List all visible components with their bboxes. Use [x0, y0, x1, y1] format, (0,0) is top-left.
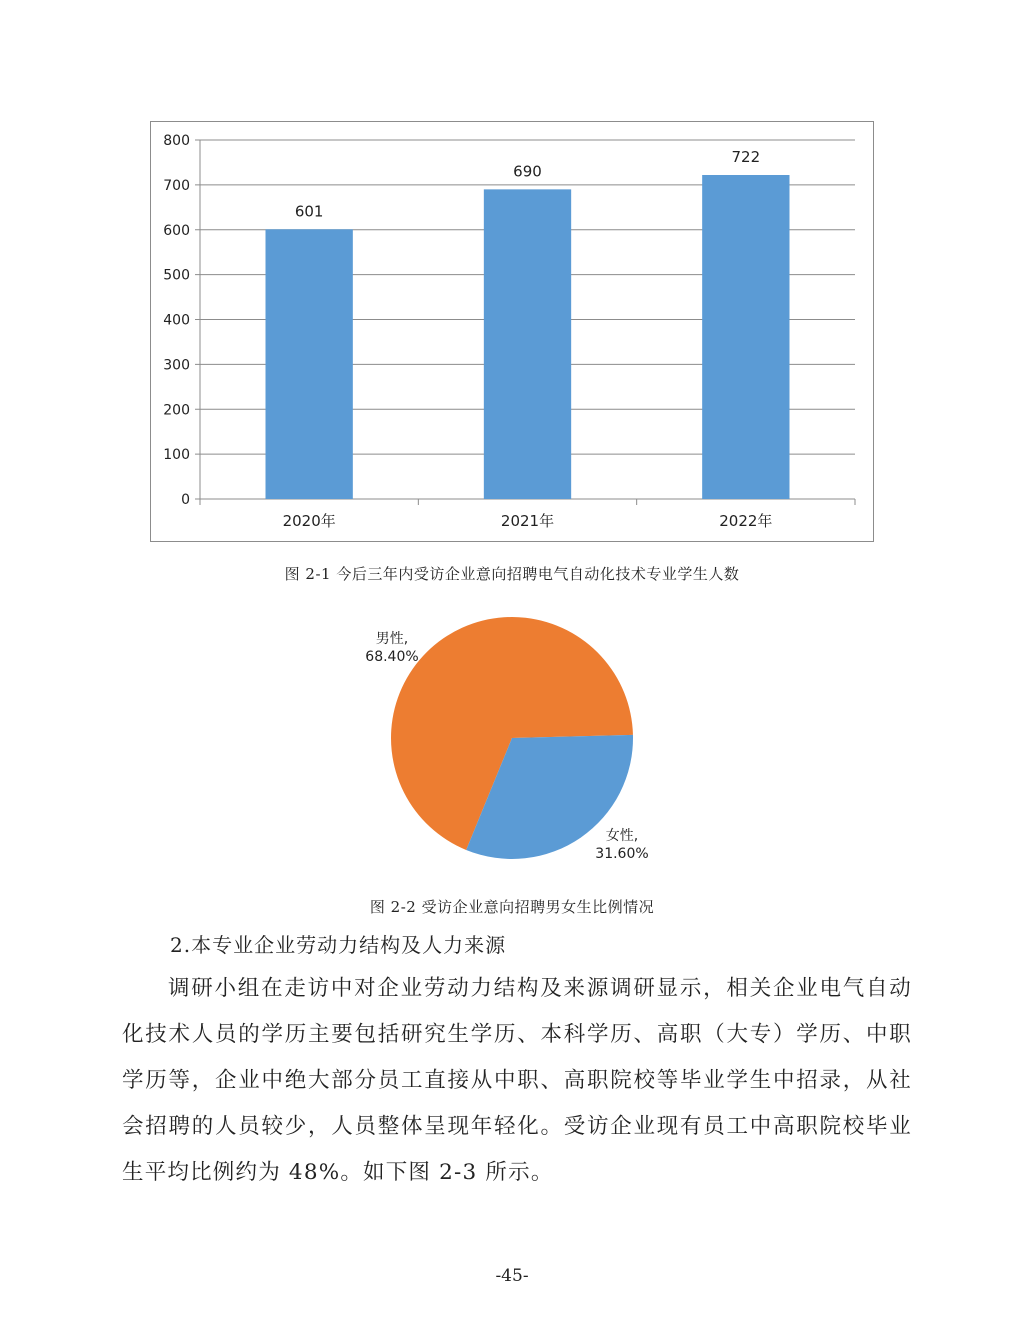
bar-data-label: 722 [731, 148, 761, 167]
body-paragraph: 调研小组在走访中对企业劳动力结构及来源调研显示，相关企业电气自动化技术人员的学历主要包括研究生学历、本科学历、高职（大专）学历、中职学历等，企业中绝大部分员工直接从中职、高职院校等毕业学生中招录，从社会招聘的人员较少，人员整体呈现年轻化。受访企业现有员工中高职院校毕业生平均比例约为 48%。如下图 2-3 所示。 [122, 976, 912, 1185]
section-heading: 2.本专业企业劳动力结构及人力来源 [170, 933, 507, 957]
bar-chart-frame [150, 121, 874, 542]
y-tick-label: 200 [163, 402, 190, 419]
figure-2-2-caption: 图 2-2 受访企业意向招聘男女生比例情况 [369, 898, 655, 916]
y-tick-label: 700 [163, 177, 190, 194]
pie-label-male-name: 男性, [375, 631, 409, 647]
y-tick-label: 0 [181, 492, 190, 508]
bar [702, 175, 789, 499]
pie-chart [330, 610, 690, 880]
page-number: -45- [495, 1266, 529, 1286]
bar [484, 189, 571, 499]
x-tick-label: 2020年 [282, 512, 336, 530]
y-tick-label: 100 [163, 447, 190, 464]
pie-label-male-value: 68.40% [365, 649, 419, 665]
x-tick-label: 2022年 [719, 512, 773, 530]
pie-label-female-name: 女性, [605, 828, 639, 844]
pie-label-female-value: 31.60% [595, 846, 649, 862]
y-tick-label: 400 [163, 312, 190, 329]
y-tick-label: 500 [163, 267, 190, 284]
bar-data-label: 690 [513, 162, 542, 181]
bar-data-label: 601 [294, 202, 324, 221]
x-tick-label: 2021年 [500, 512, 555, 530]
y-tick-label: 600 [163, 222, 190, 239]
pie-chart-wrap [330, 610, 690, 880]
y-tick-label: 800 [163, 133, 190, 149]
bar [266, 229, 353, 499]
bar-chart [151, 122, 873, 541]
figure-2-1-caption: 图 2-1 今后三年内受访企业意向招聘电气自动化技术专业学生人数 [284, 565, 740, 583]
y-tick-label: 300 [163, 357, 190, 374]
